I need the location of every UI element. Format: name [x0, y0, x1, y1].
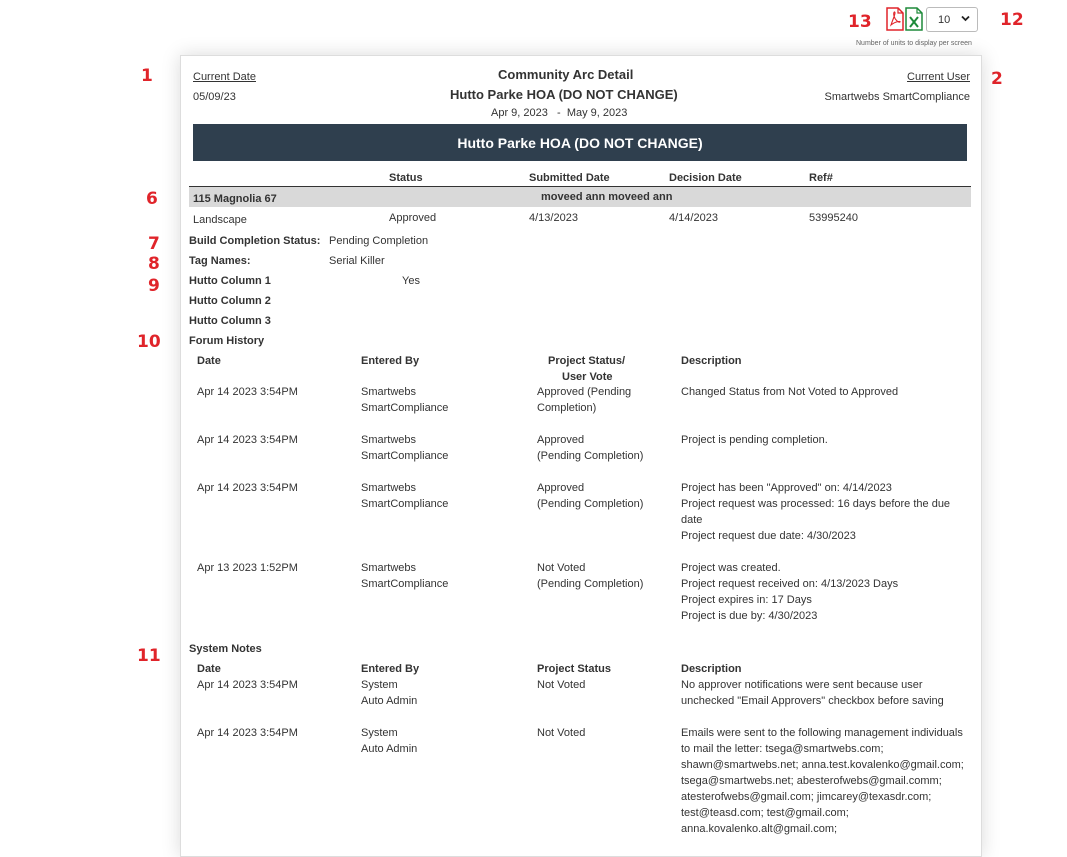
units-select-value: 10	[938, 13, 951, 26]
request-submitted-date: 4/13/2023	[529, 212, 578, 224]
system-notes-title: System Notes	[189, 643, 262, 655]
callout-marker-1: 1	[141, 66, 153, 86]
forum-row-description: Project has been "Approved" on: 4/14/2023 Project request was processed: 16 days before the due date Project request due date: 4/30/2023	[681, 482, 951, 542]
hutto-column-1-value: Yes	[402, 275, 420, 287]
forum-header-entered-by: Entered By	[361, 355, 420, 367]
request-type: Landscape	[193, 214, 247, 226]
forum-history-title: Forum History	[189, 335, 265, 347]
callout-marker-13: 13	[848, 12, 872, 32]
forum-row-entered-by: Smartwebs SmartCompliance	[361, 562, 449, 590]
forum-row-date: Apr 14 2023 3:54PM	[197, 434, 298, 446]
tag-names-label: Tag Names:	[189, 255, 251, 267]
callout-marker-12: 12	[1000, 10, 1024, 30]
forum-row-date: Apr 13 2023 1:52PM	[197, 562, 298, 574]
note-row-description: No approver notifications were sent because user unchecked "Email Approvers" checkbox before saving	[681, 679, 944, 707]
community-banner: Hutto Parke HOA (DO NOT CHANGE)	[193, 124, 967, 161]
forum-header-date: Date	[197, 355, 221, 367]
forum-row-status: Not Voted (Pending Completion)	[537, 562, 644, 590]
note-row-status: Not Voted	[537, 679, 586, 691]
hutto-column-1-label: Hutto Column 1	[189, 275, 271, 287]
note-row-entered-by: System Auto Admin	[361, 727, 418, 755]
report-panel	[180, 55, 982, 857]
note-row-description: Emails were sent to the following management individuals to mail the letter: tsega@smartwebs.com; shawn@smartwebs.net; anna.test.kovalenko@gmail.com; tsega@smartwebs.net; abesterofwebs@gmail.comm; atesterofwebs@gmail.com; jimcarey@texasdr.com; test@teasd.com; test@gmail.com; anna.kovalenko.alt@gmail.com;	[681, 727, 964, 835]
request-ref: 53995240	[809, 212, 858, 224]
forum-row-description: Changed Status from Not Voted to Approved	[681, 386, 899, 398]
forum-row-entered-by: Smartwebs SmartCompliance	[361, 386, 449, 414]
forum-row-entered-by: Smartwebs SmartCompliance	[361, 434, 449, 462]
callout-marker-9: 9	[148, 276, 160, 296]
callout-marker-11: 11	[137, 646, 161, 666]
notes-header-project-status: Project Status	[537, 663, 611, 675]
request-status: Approved	[389, 212, 437, 224]
notes-header-date: Date	[197, 663, 221, 675]
note-row-date: Apr 14 2023 3:54PM	[197, 679, 298, 691]
request-decision-date: 4/14/2023	[669, 212, 718, 224]
notes-header-entered-by: Entered By	[361, 663, 420, 675]
forum-header-project-status: Project Status/	[548, 355, 626, 367]
excel-file-icon[interactable]	[905, 7, 923, 31]
notes-header-description: Description	[681, 663, 742, 675]
forum-row-date: Apr 14 2023 3:54PM	[197, 386, 298, 398]
forum-row-status: Approved (Pending Completion)	[537, 386, 632, 414]
units-per-screen-select[interactable]	[926, 7, 978, 32]
note-row-date: Apr 14 2023 3:54PM	[197, 727, 298, 739]
hutto-column-3-label: Hutto Column 3	[189, 315, 271, 327]
units-caption: Number of units to display per screen	[856, 40, 972, 47]
column-header-decision-date: Decision Date	[669, 172, 742, 184]
forum-header-description: Description	[681, 355, 742, 367]
unit-address: 115 Magnolia 67	[193, 193, 277, 205]
current-user-value: Smartwebs SmartCompliance	[824, 91, 970, 103]
tag-names-value: Serial Killer	[329, 255, 385, 267]
date-range: Apr 9, 2023 - May 9, 2023	[491, 107, 628, 119]
forum-header-user-vote: User Vote	[562, 371, 613, 383]
callout-marker-2: 2	[991, 69, 1003, 89]
forum-row-date: Apr 14 2023 3:54PM	[197, 482, 298, 494]
build-completion-value: Pending Completion	[329, 235, 429, 247]
current-date-label: Current Date	[193, 71, 256, 83]
chevron-down-icon	[960, 13, 971, 24]
callout-marker-10: 10	[137, 332, 161, 352]
report-title: Community Arc Detail	[498, 67, 634, 82]
callout-marker-8: 8	[148, 254, 160, 274]
forum-row-status: Approved (Pending Completion)	[537, 482, 644, 510]
hutto-column-2-label: Hutto Column 2	[189, 295, 271, 307]
forum-row-description: Project was created. Project request received on: 4/13/2023 Days Project expires in: 17 Days Project is due by: 4/30/2023	[681, 562, 899, 622]
note-row-entered-by: System Auto Admin	[361, 679, 418, 707]
unit-row	[189, 187, 971, 207]
forum-row-description: Project is pending completion.	[681, 434, 828, 446]
note-row-status: Not Voted	[537, 727, 586, 739]
forum-row-entered-by: Smartwebs SmartCompliance	[361, 482, 449, 510]
community-name: Hutto Parke HOA (DO NOT CHANGE)	[450, 87, 678, 102]
pdf-file-icon[interactable]	[886, 7, 904, 31]
build-completion-label: Build Completion Status:	[189, 235, 321, 247]
callout-marker-6: 6	[146, 189, 158, 209]
callout-marker-7: 7	[148, 234, 160, 254]
current-user-label: Current User	[907, 71, 970, 83]
column-header-status: Status	[389, 172, 423, 184]
unit-owner: moveed ann moveed ann	[541, 191, 673, 203]
forum-row-status: Approved (Pending Completion)	[537, 434, 644, 462]
column-header-submitted-date: Submitted Date	[529, 172, 610, 184]
column-header-ref: Ref#	[809, 172, 833, 184]
current-date-value: 05/09/23	[193, 91, 236, 103]
